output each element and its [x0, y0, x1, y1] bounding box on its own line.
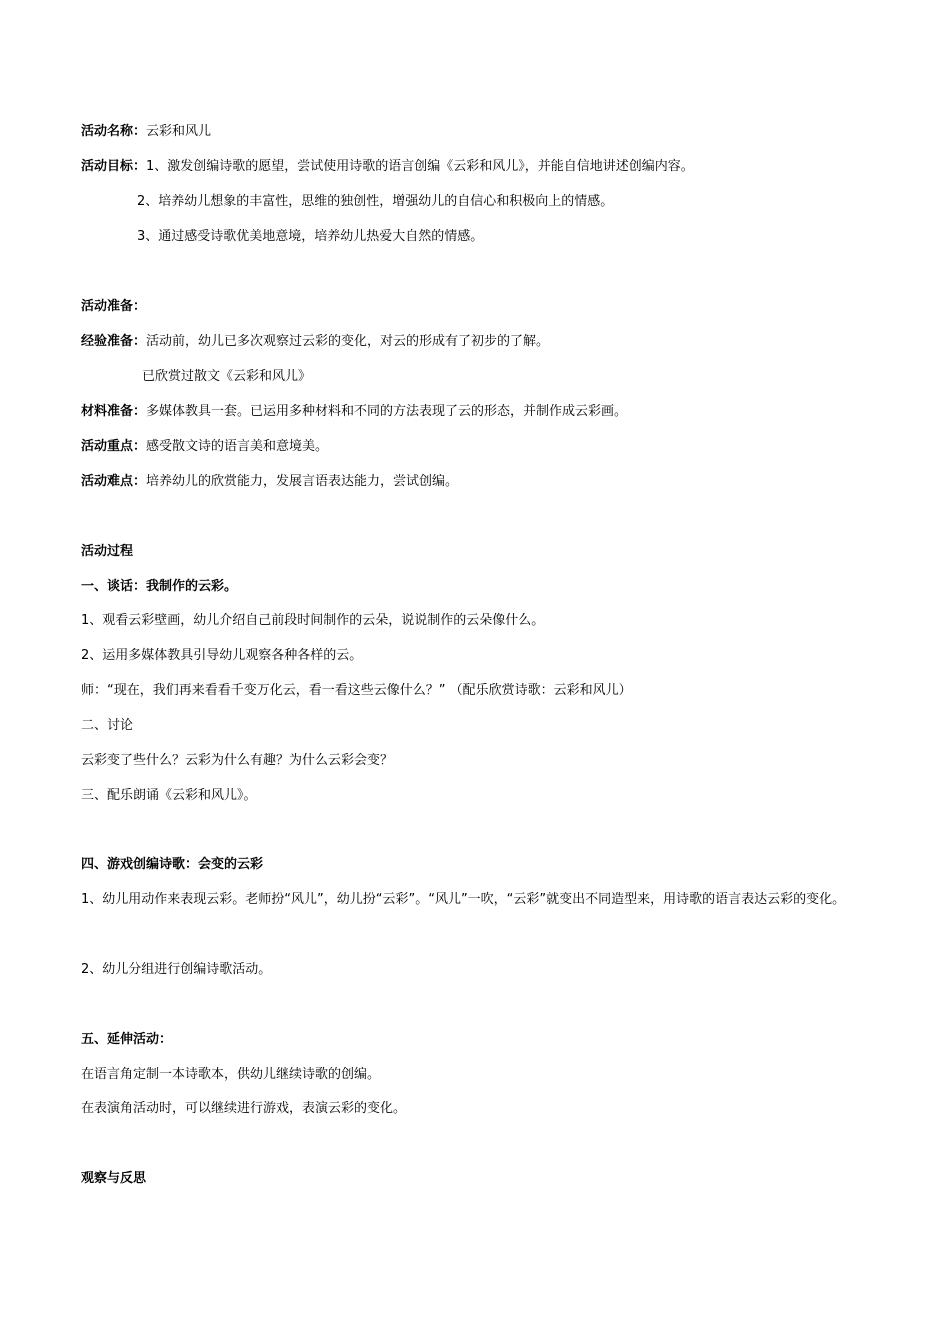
key-point-label: 活动重点： [81, 439, 147, 454]
material-label: 材料准备： [81, 404, 147, 419]
section5-title: 五、延伸活动： [81, 1032, 173, 1047]
difficulty-line [81, 473, 881, 491]
goals-line-1 [81, 158, 881, 176]
process-heading: 活动过程 [81, 544, 134, 559]
goals-label: 活动目标： [81, 159, 147, 174]
section5-item-2: 在表演角活动时，可以继续进行游戏，表演云彩的变化。 [81, 1101, 407, 1116]
activity-name-label: 活动名称： [81, 124, 147, 139]
goal-item-2: 2、培养幼儿想象的丰富性，思维的独创性，增强幼儿的自信心和积极向上的情感。 [137, 194, 614, 209]
difficulty-label: 活动难点： [81, 474, 147, 489]
material-text: 多媒体教具一套。已运用多种材料和不同的方法表现了云的形态，并制作成云彩画。 [146, 404, 628, 419]
experience-label: 经验准备： [81, 334, 147, 349]
section4-item-1: 1、幼儿用动作来表现云彩。老师扮“风儿”，幼儿扮“云彩”。“风儿”一吹，“云彩”就变出不同造型来，用诗歌的语言表达云彩的变化。 [81, 892, 846, 907]
section2-title: 二、讨论 [81, 718, 134, 733]
activity-name-value: 云彩和风儿 [146, 124, 212, 139]
activity-name-line [81, 123, 881, 141]
key-point-text: 感受散文诗的语言美和意境美。 [146, 439, 329, 454]
key-point-line [81, 438, 881, 456]
preparation-heading: 活动准备： [81, 299, 147, 314]
section4-item-2: 2、幼儿分组进行创编诗歌活动。 [81, 962, 272, 977]
experience-text: 活动前，幼儿已多次观察过云彩的变化，对云的形成有了初步的了解。 [146, 334, 550, 349]
difficulty-text: 培养幼儿的欣赏能力，发展言语表达能力，尝试创编。 [146, 474, 459, 489]
material-line [81, 403, 881, 421]
experience-text-2: 已欣赏过散文《云彩和风儿》 [142, 369, 312, 384]
section1-item-1: 1、观看云彩壁画，幼儿介绍自己前段时间制作的云朵，说说制作的云朵像什么。 [81, 613, 545, 628]
section2-text: 云彩变了些什么？云彩为什么有趣？为什么云彩会变？ [81, 753, 394, 768]
reflection-heading: 观察与反思 [81, 1171, 147, 1186]
experience-line [81, 333, 881, 351]
section4-title: 四、游戏创编诗歌：会变的云彩 [81, 857, 264, 872]
section3-title: 三、配乐朗诵《云彩和风儿》。 [81, 788, 257, 803]
teacher-line: 师：“现在，我们再来看看千变万化云，看一看这些云像什么？” （配乐欣赏诗歌：云彩和风儿） [81, 683, 632, 698]
section5-item-1: 在语言角定制一本诗歌本，供幼儿继续诗歌的创编。 [81, 1067, 381, 1082]
goal-item-3: 3、通过感受诗歌优美地意境，培养幼儿热爱大自然的情感。 [137, 229, 484, 244]
section1-item-2: 2、运用多媒体教具引导幼儿观察各种各样的云。 [81, 648, 363, 663]
section1-title: 一、谈话：我制作的云彩。 [81, 579, 238, 594]
goal-item-1: 1、激发创编诗歌的愿望，尝试使用诗歌的语言创编《云彩和风儿》，并能自信地讲述创编内容。 [146, 159, 694, 174]
